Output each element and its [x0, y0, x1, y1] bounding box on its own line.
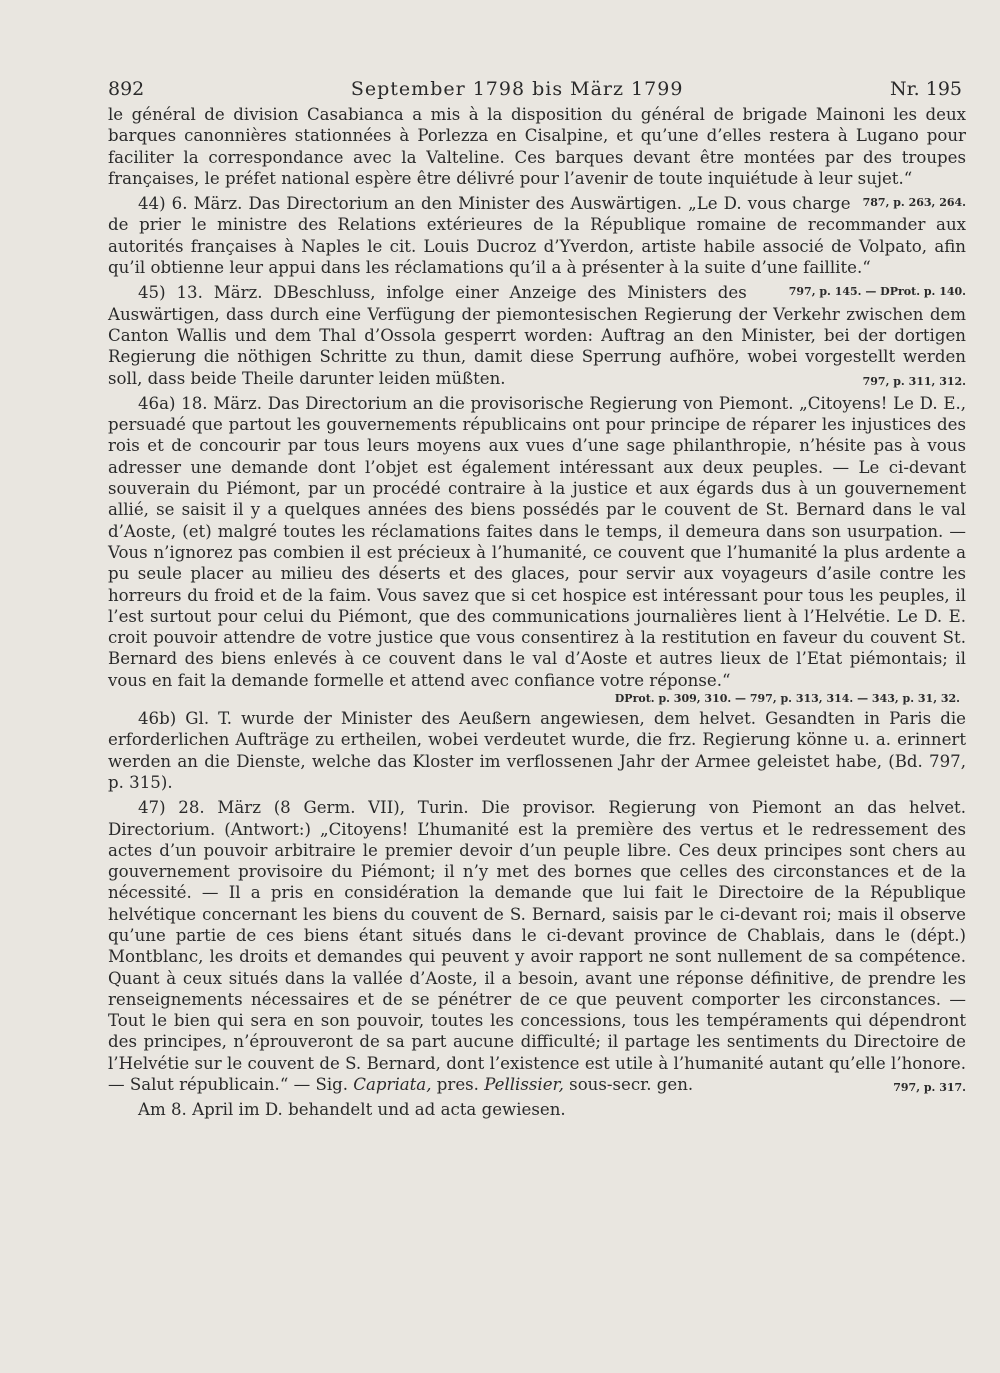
reference: 787, p. 263, 264.	[862, 196, 966, 210]
paragraph-46b	[108, 708, 966, 793]
page-number: 892	[108, 78, 145, 100]
paragraph-46a	[108, 393, 966, 691]
reference: 797, p. 311, 312.	[862, 374, 966, 388]
paragraph-text: 46b) Gl. T. wurde der Minister des Aeußern angewiesen, dem helvet. Gesandten in Paris die erforderlichen Aufträge zu ertheilen, wobei verdeutet wurde, die frz. Regierung könne u. a. erinnert werden an die Dienste, welche das Kloster im verflossenen Jahr der Armee geleistet habe, (Bd. 797, p. 315).	[108, 709, 966, 792]
paragraph-continuation	[108, 104, 966, 210]
paragraph-text: le général de division Casabianca a mis à la disposition du général de brigade Mainoni les deux barques canonnières stationnées à Porlezza en Cisalpine, et qu’une d’elles restera à Lugano pour faciliter la correspondance avec la Valteline. Ces barques devant être montées par des troupes françaises, le préfet national espère être délivré pour l’avenir de toute inquiétude à leur sujet.“	[108, 105, 966, 188]
paragraph-text: pres.	[431, 1075, 485, 1095]
signatory-name: Pellissier,	[484, 1075, 564, 1095]
paragraph-44	[108, 193, 966, 299]
reference: 797, p. 145. — DProt. p. 140.	[788, 285, 966, 299]
running-header	[108, 78, 966, 100]
paragraph-text: Am 8. April im D. behandelt und ad acta gewiesen.	[138, 1100, 566, 1120]
signatory-name: Capriata,	[353, 1075, 432, 1095]
paragraph-text: 46a) 18. März. Das Directorium an die provisorische Regierung von Piemont. „Citoyens! Le D. E., persuadé que partout les gouvernements républicains ont pour principe de réparer les injustices des rois et de concourir par tous leurs moyens aux vues d’une sage philanthropie, n’hésite pas à vous adresser une demande dont l’objet est également intéressant aux deux peuples. — Le ci-devant souverain du Piémont, par un procédé contraire à la justice et aux égards dus à un gouvernement allié, se saisit il y a quelques années des biens possédés par le couvent de St. Bernard dans le val d’Aoste, (et) malgré toutes les réclamations faites dans le temps, il demeura dans son usurpation. — Vous n’ignorez pas combien il est précieux à l’humanité, ce couvent que l’humanité la plus ardente a pu seule placer au milieu des déserts et des glaces, pour servir aux voyageurs d’asile contre les horreurs du froid et de la faim. Vous savez que si cet hospice est intéressant pour tous les peuples, il l’est surtout pour celui du Piémont, que des communications journalières lient à l’Helvétie. Le D. E. croit pouvoir attendre de votre justice que vous consentirez à la restitution en faveur du couvent St. Bernard des biens enlevés à ce couvent dans le val d’Aoste et autres lieux de l’Etat piémontais; il vous en fait la demande formelle et attend avec confiance votre réponse.“	[108, 393, 966, 690]
running-title: September 1798 bis März 1799	[350, 78, 684, 100]
paragraph-text: 45) 13. März. DBeschluss, infolge einer Anzeige des Ministers des Auswärtigen, dass durch eine Verfügung der piemontesischen Regierung der Verkehr zwischen dem Canton Wallis und dem Thal d’Ossola gesperrt worden: Auftrag an den Minister, bei der dortigen Regierung die nöthigen Schritte zu thun, damit diese Sperrung aufhöre, wobei vorgestellt werden soll, dass beide Theile darunter leiden müßten.	[108, 283, 966, 388]
paragraph-47	[108, 797, 966, 1095]
paragraph-text: 47) 28. März (8 Germ. VII), Turin. Die provisor. Regierung von Piemont an das helvet. Directorium. (Antwort:) „Citoyens! L’humanité est la première des vertus et le redressement des actes d’un pouvoir arbitraire le premier devoir d’un peuple libre. Ces deux principes sont chers au gouvernement provisoire du Piémont; il n’y met des bornes que celles des circonstances et de la nécessité. — Il a pris en considération la demande que lui fait le Directoire de la République helvétique concernant les biens du couvent de S. Bernard, saisis par le ci-devant roi; mais il observe qu’une partie de ces biens étant situés dans le ci-devant province de Chablais, dans le (dépt.) Montblanc, les droits et demandes qui peuvent y avoir rapport ne sont nullement de sa compétence. Quant à ceux situés dans la vallée d’Aoste, il a besoin, avant une réponse définitive, de prendre les renseignements nécessaires et de se pénétrer de ce que peuvent comporter les circonstances. — Tout le bien qui sera en son pouvoir, toutes les concessions, tous les tempéraments qui dépendront des principes, n’éprouveront de sa part aucune difficulté; il partage les sentiments du Directoire de l’Helvétie sur le couvent de S. Bernard, dont l’existence est utile à l’humanité autant qu’elle l’honore. — Salut républicain.“ — Sig.	[108, 798, 966, 1095]
paragraph-text: 44) 6. März. Das Directorium an den Minister des Auswärtigen. „Le D. vous charge de prier le ministre des Relations extérieures de la République romaine de recommander aux autorités françaises à Naples le cit. Louis Ducroz d’Yverdon, artiste habile associé de Volpato, afin qu’il obtienne leur appui dans les réclamations qu’il a à présenter à la suite d’une faillite.“	[108, 194, 966, 278]
reference: 797, p. 317.	[893, 1081, 966, 1095]
closing-note	[108, 1099, 966, 1120]
section-number: Nr. 195	[890, 78, 962, 100]
paragraph-text: sous-secr. gen.	[563, 1075, 694, 1095]
reference-line: DProt. p. 309, 310. — 797, p. 313, 314. — 343, p. 31, 32.	[614, 692, 960, 706]
